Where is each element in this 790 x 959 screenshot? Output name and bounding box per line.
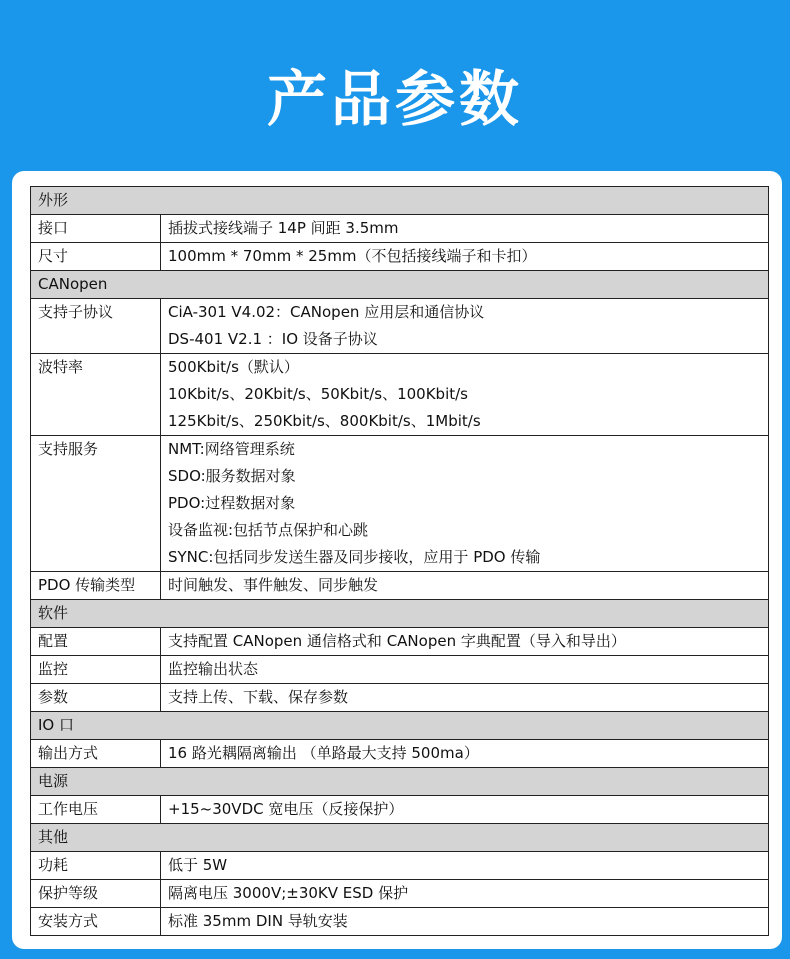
section-header-row bbox=[31, 187, 769, 215]
spec-value-line: SDO:服务数据对象 bbox=[168, 467, 296, 485]
spec-label: 接口 bbox=[31, 215, 161, 243]
spec-value bbox=[161, 684, 769, 712]
spec-value-line: SYNC:包括同步发送生器及同步接收，应用于 PDO 传输 bbox=[168, 548, 541, 566]
spec-label: 保护等级 bbox=[31, 880, 161, 908]
spec-row bbox=[31, 243, 769, 271]
spec-value bbox=[161, 740, 769, 768]
spec-value-line: 支持上传、下载、保存参数 bbox=[168, 688, 349, 706]
spec-value-line: 500Kbit/s（默认） bbox=[168, 358, 299, 376]
section-title: 其他 bbox=[31, 824, 769, 852]
spec-label: 支持服务 bbox=[31, 436, 161, 572]
spec-value-line: 时间触发、事件触发、同步触发 bbox=[168, 576, 379, 594]
spec-value-line: PDO:过程数据对象 bbox=[168, 494, 296, 512]
spec-row bbox=[31, 852, 769, 880]
section-header-row bbox=[31, 271, 769, 299]
spec-value bbox=[161, 436, 769, 572]
spec-row bbox=[31, 740, 769, 768]
spec-value-line: 插拔式接线端子 14P 间距 3.5mm bbox=[168, 219, 399, 237]
spec-value bbox=[161, 299, 769, 354]
spec-row bbox=[31, 354, 769, 436]
spec-value-line: 支持配置 CANopen 通信格式和 CANopen 字典配置（导入和导出） bbox=[168, 632, 626, 650]
section-title: 外形 bbox=[31, 187, 769, 215]
spec-value-line: 100mm * 70mm * 25mm（不包括接线端子和卡扣） bbox=[168, 247, 537, 265]
section-header-row bbox=[31, 824, 769, 852]
section-title: IO 口 bbox=[31, 712, 769, 740]
spec-value-line: 隔离电压 3000V;±30KV ESD 保护 bbox=[168, 884, 409, 902]
spec-value bbox=[161, 796, 769, 824]
spec-value-line: NMT:网络管理系统 bbox=[168, 440, 295, 458]
section-title: 软件 bbox=[31, 600, 769, 628]
spec-row bbox=[31, 684, 769, 712]
spec-label: 工作电压 bbox=[31, 796, 161, 824]
section-header-row bbox=[31, 712, 769, 740]
spec-value-line: 125Kbit/s、250Kbit/s、800Kbit/s、1Mbit/s bbox=[168, 412, 481, 430]
spec-value bbox=[161, 354, 769, 436]
spec-row bbox=[31, 215, 769, 243]
spec-value bbox=[161, 656, 769, 684]
spec-row bbox=[31, 299, 769, 354]
spec-label: 支持子协议 bbox=[31, 299, 161, 354]
spec-label: 监控 bbox=[31, 656, 161, 684]
spec-value bbox=[161, 880, 769, 908]
spec-table bbox=[30, 186, 769, 936]
spec-value bbox=[161, 243, 769, 271]
spec-label: 安装方式 bbox=[31, 908, 161, 936]
spec-value bbox=[161, 572, 769, 600]
spec-row bbox=[31, 908, 769, 936]
spec-value-line: 设备监视:包括节点保护和心跳 bbox=[168, 521, 369, 539]
spec-label: 参数 bbox=[31, 684, 161, 712]
spec-label: PDO 传输类型 bbox=[31, 572, 161, 600]
spec-value-line: 标准 35mm DIN 导轨安装 bbox=[168, 912, 348, 930]
spec-value bbox=[161, 852, 769, 880]
spec-value-line: 监控输出状态 bbox=[168, 660, 259, 678]
spec-label: 功耗 bbox=[31, 852, 161, 880]
spec-label: 尺寸 bbox=[31, 243, 161, 271]
page-title: 产品参数 bbox=[267, 65, 523, 135]
spec-value bbox=[161, 215, 769, 243]
spec-label: 输出方式 bbox=[31, 740, 161, 768]
spec-value-line: 低于 5W bbox=[168, 856, 228, 874]
spec-value-line: DS-401 V2.1 ：IO 设备子协议 bbox=[168, 330, 378, 348]
section-header-row bbox=[31, 768, 769, 796]
spec-label: 配置 bbox=[31, 628, 161, 656]
spec-row bbox=[31, 796, 769, 824]
section-header-row bbox=[31, 600, 769, 628]
spec-label: 波特率 bbox=[31, 354, 161, 436]
spec-value bbox=[161, 908, 769, 936]
spec-value-line: CiA-301 V4.02：CANopen 应用层和通信协议 bbox=[168, 303, 485, 321]
spec-row bbox=[31, 880, 769, 908]
spec-row bbox=[31, 656, 769, 684]
spec-value-line: 16 路光耦隔离输出 （单路最大支持 500ma） bbox=[168, 744, 479, 762]
section-title: CANopen bbox=[31, 271, 769, 299]
spec-value bbox=[161, 628, 769, 656]
spec-value-line: +15~30VDC 宽电压（反接保护） bbox=[168, 800, 404, 818]
spec-row bbox=[31, 628, 769, 656]
section-title: 电源 bbox=[31, 768, 769, 796]
spec-value-line: 10Kbit/s、20Kbit/s、50Kbit/s、100Kbit/s bbox=[168, 385, 468, 403]
spec-row bbox=[31, 572, 769, 600]
spec-row bbox=[31, 436, 769, 572]
